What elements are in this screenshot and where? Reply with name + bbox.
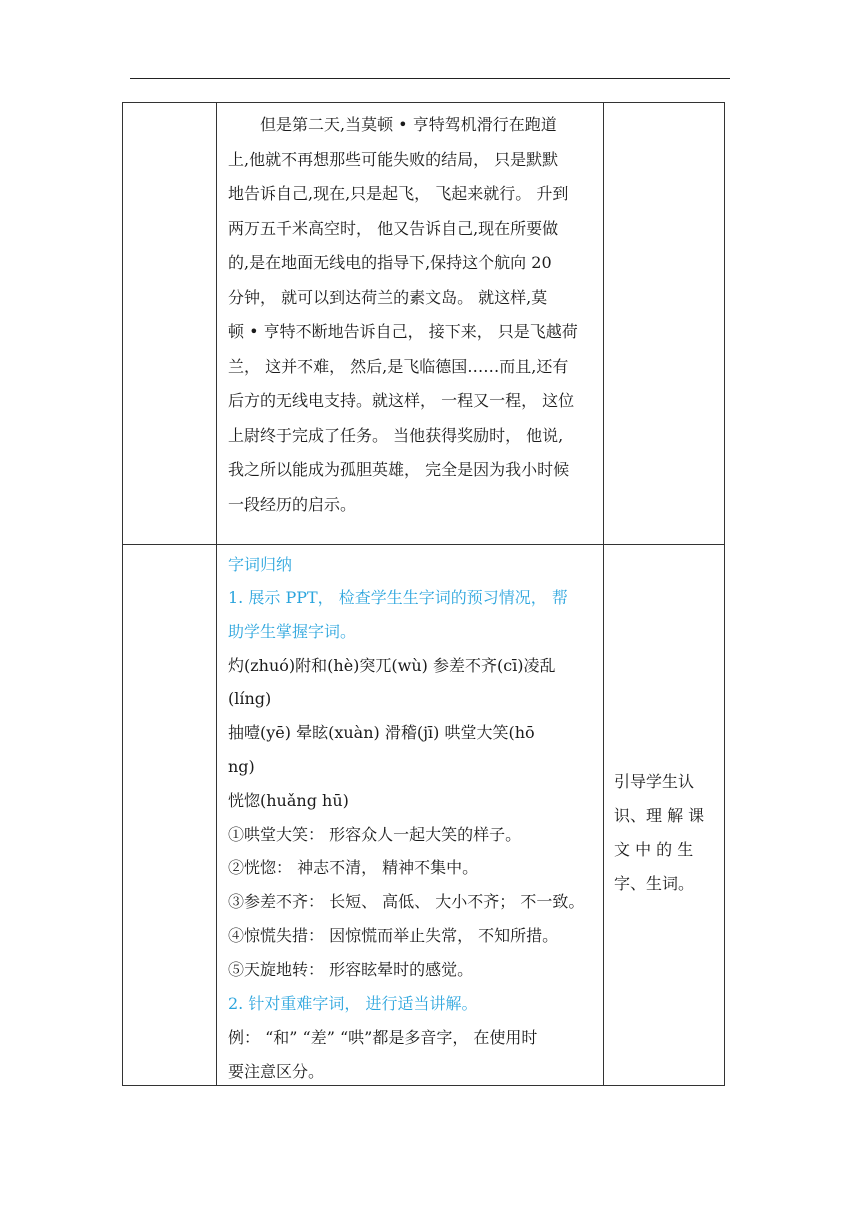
- story-line: 一段经历的启示。: [228, 494, 357, 514]
- word-line: ng): [228, 757, 255, 776]
- word-line: 灼(zhuó)附和(hè)突兀(wù) 参差不齐(cī)凌乱: [228, 656, 556, 675]
- note-line: 字、生词。: [614, 874, 695, 893]
- column-divider-2: [603, 102, 604, 1086]
- story-line: 后方的无线电支持。就这样， 一程又一程， 这位: [228, 391, 575, 410]
- story-line: 但是第二天,当莫顿 • 亨特驾机滑行在跑道: [228, 115, 557, 134]
- table-border-left: [122, 102, 123, 1086]
- story-line: 上尉终于完成了任务。 当他获得奖励时， 他说,: [228, 425, 564, 445]
- step-1-line: 1. 展示 PPT， 检查学生生字词的预习情况， 帮: [228, 588, 568, 607]
- section-heading: 字词归纳: [228, 555, 293, 574]
- note-line: 引导学生认: [614, 772, 695, 791]
- column-divider-1: [216, 102, 217, 1086]
- row-divider: [122, 544, 725, 545]
- example-line: 例： “和” “差” “哄”都是多音字， 在使用时: [228, 1028, 538, 1047]
- story-line: 分钟， 就可以到达荷兰的素文岛。 就这样,莫: [228, 287, 548, 307]
- note-line: 识、理 解 课: [614, 806, 705, 825]
- example-line: 要注意区分。: [228, 1062, 325, 1081]
- step-2-line: 2. 针对重难字词， 进行适当讲解。: [228, 994, 478, 1013]
- story-line: 顿 • 亨特不断地告诉自己， 接下来， 只是飞越荷: [228, 322, 578, 341]
- table-border-right: [724, 102, 725, 1086]
- step-1-line: 助学生掌握字词。: [228, 622, 357, 641]
- table-border-top: [122, 102, 725, 103]
- definition-line: ⑤天旋地转： 形容眩晕时的感觉。: [228, 960, 474, 979]
- definition-line: ①哄堂大笑： 形容众人一起大笑的样子。: [228, 825, 522, 844]
- word-line: 抽噎(yē) 晕眩(xuàn) 滑稽(jī) 哄堂大笑(hō: [228, 723, 535, 742]
- story-line: 地告诉自己,现在,只是起飞， 飞起来就行。 升到: [228, 184, 569, 203]
- word-line: (líng): [228, 689, 272, 708]
- story-line: 我之所以能成为孤胆英雄， 完全是因为我小时候: [228, 460, 570, 479]
- word-line: 恍惚(huǎng hū): [228, 791, 349, 810]
- story-line: 的,是在地面无线电的指导下,保持这个航向 20: [228, 253, 552, 272]
- header-rule: [130, 78, 730, 79]
- definition-line: ②恍惚： 神志不清， 精神不集中。: [228, 858, 479, 877]
- table-border-bottom: [122, 1085, 725, 1086]
- note-line: 文 中 的 生: [614, 840, 694, 859]
- definition-line: ③参差不齐： 长短、 高低、 大小不齐； 不一致。: [228, 892, 585, 911]
- story-line: 两万五千米高空时， 他又告诉自己,现在所要做: [228, 218, 559, 238]
- definition-line: ④惊慌失措： 因惊慌而举止失常， 不知所措。: [228, 926, 559, 945]
- story-line: 兰， 这并不难， 然后,是飞临德国……而且,还有: [228, 356, 569, 376]
- story-line: 上,他就不再想那些可能失败的结局， 只是默默: [228, 149, 559, 169]
